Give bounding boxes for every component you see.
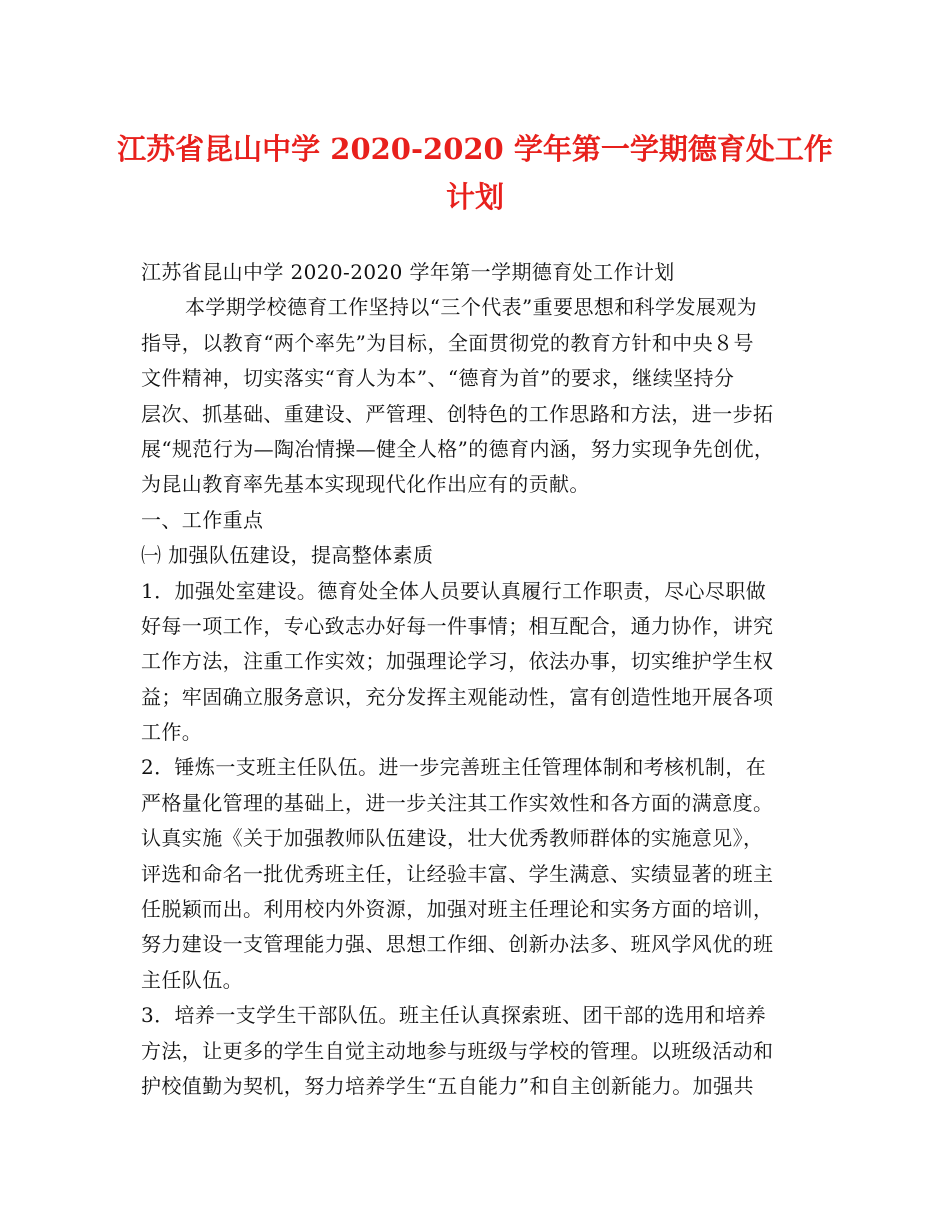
body-paragraph-line: 层次、抓基础、重建设、严管理、创特色的工作思路和方法，进一步拓 bbox=[141, 401, 774, 426]
body-paragraph-line: 方法，让更多的学生自觉主动地参与班级与学校的管理。以班级活动和 bbox=[141, 1038, 774, 1063]
body-subtitle-line: 江苏省昆山中学 2020-2020 学年第一学期德育处工作计划 bbox=[141, 260, 675, 284]
body-paragraph-line: 展“规范行为—陶冶情操—健全人格”的德育内涵，努力实现争先创优， bbox=[141, 436, 775, 461]
body-paragraph-line: 主任队伍。 bbox=[141, 967, 243, 992]
body-paragraph-line: 本学期学校德育工作坚持以“三个代表”重要思想和科学发展观为 bbox=[185, 295, 758, 320]
document-title-line-1: 江苏省昆山中学 2020-2020 学年第一学期德育处工作 bbox=[117, 132, 833, 166]
body-paragraph-line: 文件精神，切实落实“育人为本”、“德育为首”的要求，继续坚持分 bbox=[141, 366, 735, 391]
body-paragraph-line: 工作方法，注重工作实效；加强理论学习，依法办事，切实维护学生权 bbox=[141, 649, 774, 674]
body-paragraph-line: 工作。 bbox=[141, 720, 203, 745]
body-paragraph-line: 益；牢固确立服务意识，充分发挥主观能动性，富有创造性地开展各项 bbox=[141, 684, 774, 709]
document-body bbox=[141, 255, 831, 1104]
body-paragraph-line: 任脱颖而出。利用校内外资源，加强对班主任理论和实务方面的培训， bbox=[141, 897, 774, 922]
body-paragraph-line: 评选和命名一批优秀班主任，让经验丰富、学生满意、实绩显著的班主 bbox=[141, 861, 774, 886]
body-paragraph-line: 为昆山教育率先基本实现现代化作出应有的贡献。 bbox=[141, 472, 590, 497]
body-paragraph-line: 护校值勤为契机，努力培养学生“五自能力”和自主创新能力。加强共 bbox=[141, 1073, 754, 1098]
body-paragraph-line: 1．加强处室建设。德育处全体人员要认真履行工作职责，尽心尽职做 bbox=[141, 578, 767, 603]
body-paragraph-line: 3．培养一支学生干部队伍。班主任认真探索班、团干部的选用和培养 bbox=[141, 1003, 767, 1028]
document-title-line-2: 计划 bbox=[445, 180, 504, 214]
body-paragraph-line: 指导，以教育“两个率先”为目标，全面贯彻党的教育方针和中央８号 bbox=[141, 330, 754, 355]
body-paragraph-line: 2．锤炼一支班主任队伍。进一步完善班主任管理体制和考核机制，在 bbox=[141, 755, 767, 780]
body-paragraph-line: 好每一项工作，专心致志办好每一件事情；相互配合，通力协作，讲究 bbox=[141, 613, 774, 638]
section-heading: 一、工作重点 bbox=[141, 507, 264, 532]
body-paragraph-line: 努力建设一支管理能力强、思想工作细、创新办法多、班风学风优的班 bbox=[141, 932, 774, 957]
body-paragraph-line: 严格量化管理的基础上，进一步关注其工作实效性和各方面的满意度。 bbox=[141, 790, 774, 815]
subsection-heading: ㈠ 加强队伍建设，提高整体素质 bbox=[141, 543, 434, 568]
body-paragraph-line: 认真实施《关于加强教师队伍建设，壮大优秀教师群体的实施意见》， bbox=[141, 826, 764, 851]
